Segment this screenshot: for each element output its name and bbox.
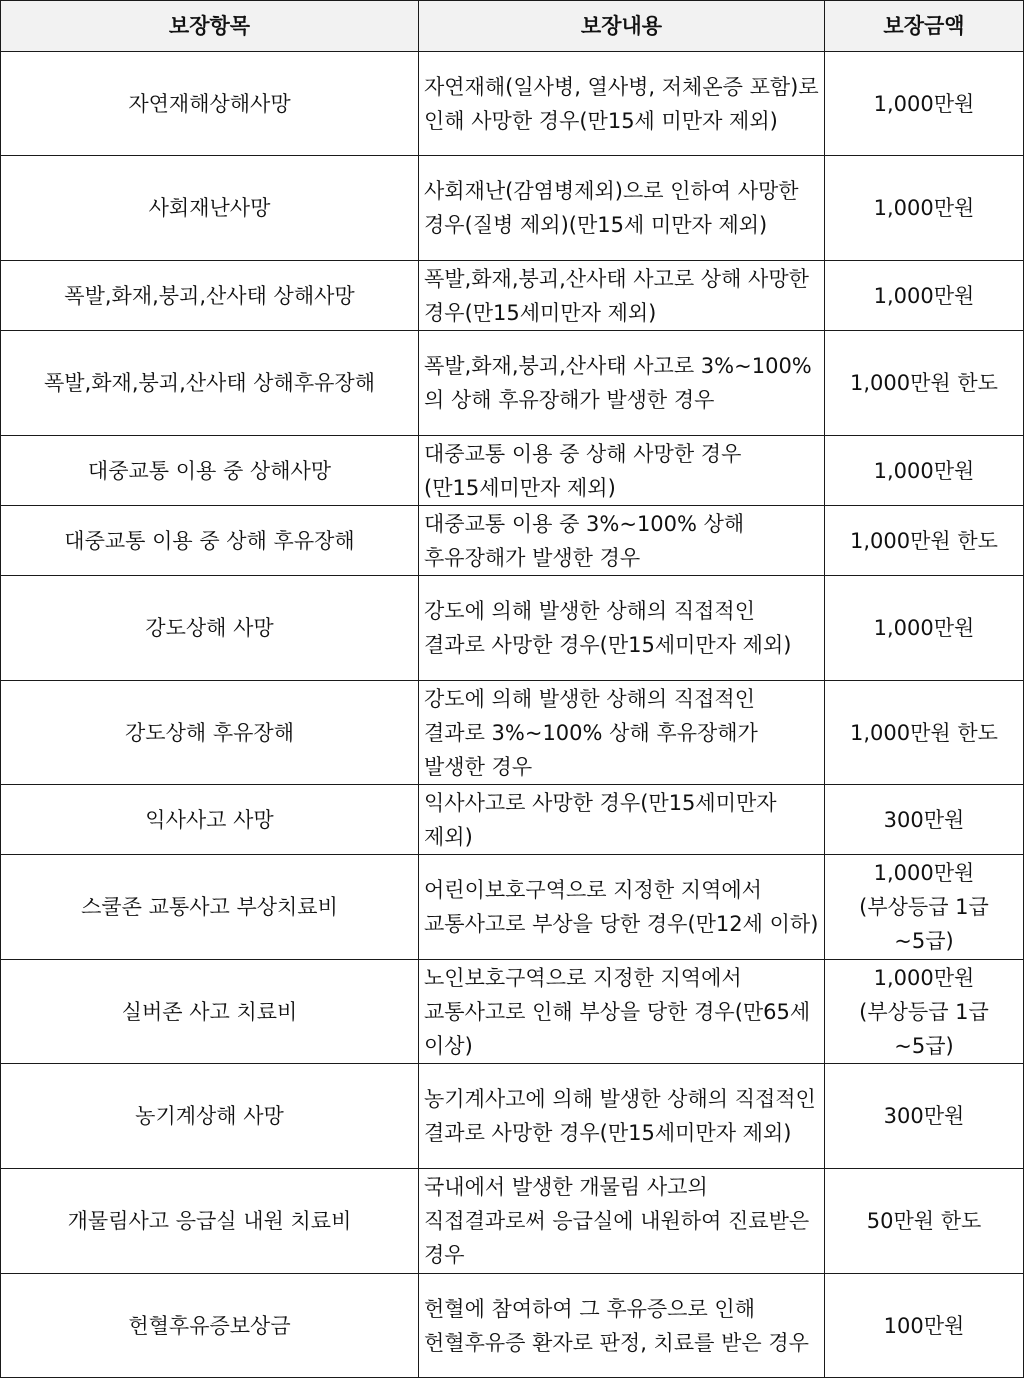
coverage-description: 폭발,화재,붕괴,산사태 사고로 상해 사망한 경우(만15세미만자 제외) bbox=[419, 261, 825, 331]
table-row bbox=[1, 681, 1024, 785]
coverage-amount: 100만원 bbox=[825, 1274, 1024, 1378]
table-row bbox=[1, 576, 1024, 681]
table-row bbox=[1, 156, 1024, 261]
coverage-description: 강도에 의해 발생한 상해의 직접적인 결과로 3%~100% 상해 후유장해가 발생한 경우 bbox=[419, 681, 825, 785]
coverage-amount: 1,000만원 한도 bbox=[825, 506, 1024, 576]
table-row bbox=[1, 331, 1024, 436]
coverage-description: 농기계사고에 의해 발생한 상해의 직접적인 결과로 사망한 경우(만15세미만자 제외) bbox=[419, 1064, 825, 1169]
coverage-amount: 1,000만원 (부상등급 1급~5급) bbox=[825, 960, 1024, 1064]
header-coverage-content: 보장내용 bbox=[419, 1, 825, 52]
coverage-description: 헌혈에 참여하여 그 후유증으로 인해 헌혈후유증 환자로 판정, 치료를 받은 경우 bbox=[419, 1274, 825, 1378]
table-row bbox=[1, 855, 1024, 960]
coverage-amount: 1,000만원 bbox=[825, 436, 1024, 506]
table-row bbox=[1, 52, 1024, 156]
coverage-item: 농기계상해 사망 bbox=[1, 1064, 419, 1169]
coverage-description: 국내에서 발생한 개물림 사고의 직접결과로써 응급실에 내원하여 진료받은 경우 bbox=[419, 1169, 825, 1274]
coverage-item: 익사사고 사망 bbox=[1, 785, 419, 855]
table-row bbox=[1, 1274, 1024, 1378]
coverage-description: 사회재난(감염병제외)으로 인하여 사망한 경우(질병 제외)(만15세 미만자 제외) bbox=[419, 156, 825, 261]
coverage-description: 폭발,화재,붕괴,산사태 사고로 3%~100%의 상해 후유장해가 발생한 경우 bbox=[419, 331, 825, 436]
coverage-description: 익사사고로 사망한 경우(만15세미만자 제외) bbox=[419, 785, 825, 855]
header-coverage-item: 보장항목 bbox=[1, 1, 419, 52]
coverage-item: 헌혈후유증보상금 bbox=[1, 1274, 419, 1378]
coverage-amount: 50만원 한도 bbox=[825, 1169, 1024, 1274]
table-header-row bbox=[1, 1, 1024, 52]
coverage-item: 대중교통 이용 중 상해 후유장해 bbox=[1, 506, 419, 576]
coverage-item: 사회재난사망 bbox=[1, 156, 419, 261]
coverage-item: 실버존 사고 치료비 bbox=[1, 960, 419, 1064]
coverage-item: 대중교통 이용 중 상해사망 bbox=[1, 436, 419, 506]
table-row bbox=[1, 261, 1024, 331]
coverage-item: 스쿨존 교통사고 부상치료비 bbox=[1, 855, 419, 960]
coverage-item: 강도상해 사망 bbox=[1, 576, 419, 681]
coverage-item: 폭발,화재,붕괴,산사태 상해후유장해 bbox=[1, 331, 419, 436]
coverage-item: 자연재해상해사망 bbox=[1, 52, 419, 156]
coverage-description: 강도에 의해 발생한 상해의 직접적인 결과로 사망한 경우(만15세미만자 제외) bbox=[419, 576, 825, 681]
coverage-description: 노인보호구역으로 지정한 지역에서 교통사고로 인해 부상을 당한 경우(만65세 이상) bbox=[419, 960, 825, 1064]
coverage-description: 대중교통 이용 중 상해 사망한 경우(만15세미만자 제외) bbox=[419, 436, 825, 506]
table-row bbox=[1, 506, 1024, 576]
table-row bbox=[1, 785, 1024, 855]
coverage-amount: 1,000만원 bbox=[825, 261, 1024, 331]
coverage-description: 어린이보호구역으로 지정한 지역에서 교통사고로 부상을 당한 경우(만12세 이하) bbox=[419, 855, 825, 960]
table-row bbox=[1, 436, 1024, 506]
coverage-amount: 1,000만원 한도 bbox=[825, 681, 1024, 785]
coverage-amount: 1,000만원 bbox=[825, 52, 1024, 156]
coverage-amount: 1,000만원 bbox=[825, 576, 1024, 681]
coverage-amount: 300만원 bbox=[825, 1064, 1024, 1169]
header-coverage-amount: 보장금액 bbox=[825, 1, 1024, 52]
coverage-item: 폭발,화재,붕괴,산사태 상해사망 bbox=[1, 261, 419, 331]
coverage-item: 개물림사고 응급실 내원 치료비 bbox=[1, 1169, 419, 1274]
coverage-amount: 300만원 bbox=[825, 785, 1024, 855]
coverage-amount: 1,000만원 bbox=[825, 156, 1024, 261]
coverage-amount: 1,000만원 한도 bbox=[825, 331, 1024, 436]
table-row bbox=[1, 1064, 1024, 1169]
table-row bbox=[1, 960, 1024, 1064]
coverage-description: 대중교통 이용 중 3%~100% 상해 후유장해가 발생한 경우 bbox=[419, 506, 825, 576]
coverage-description: 자연재해(일사병, 열사병, 저체온증 포함)로 인해 사망한 경우(만15세 미만자 제외) bbox=[419, 52, 825, 156]
coverage-item: 강도상해 후유장해 bbox=[1, 681, 419, 785]
table-row bbox=[1, 1169, 1024, 1274]
coverage-amount: 1,000만원 (부상등급 1급~5급) bbox=[825, 855, 1024, 960]
